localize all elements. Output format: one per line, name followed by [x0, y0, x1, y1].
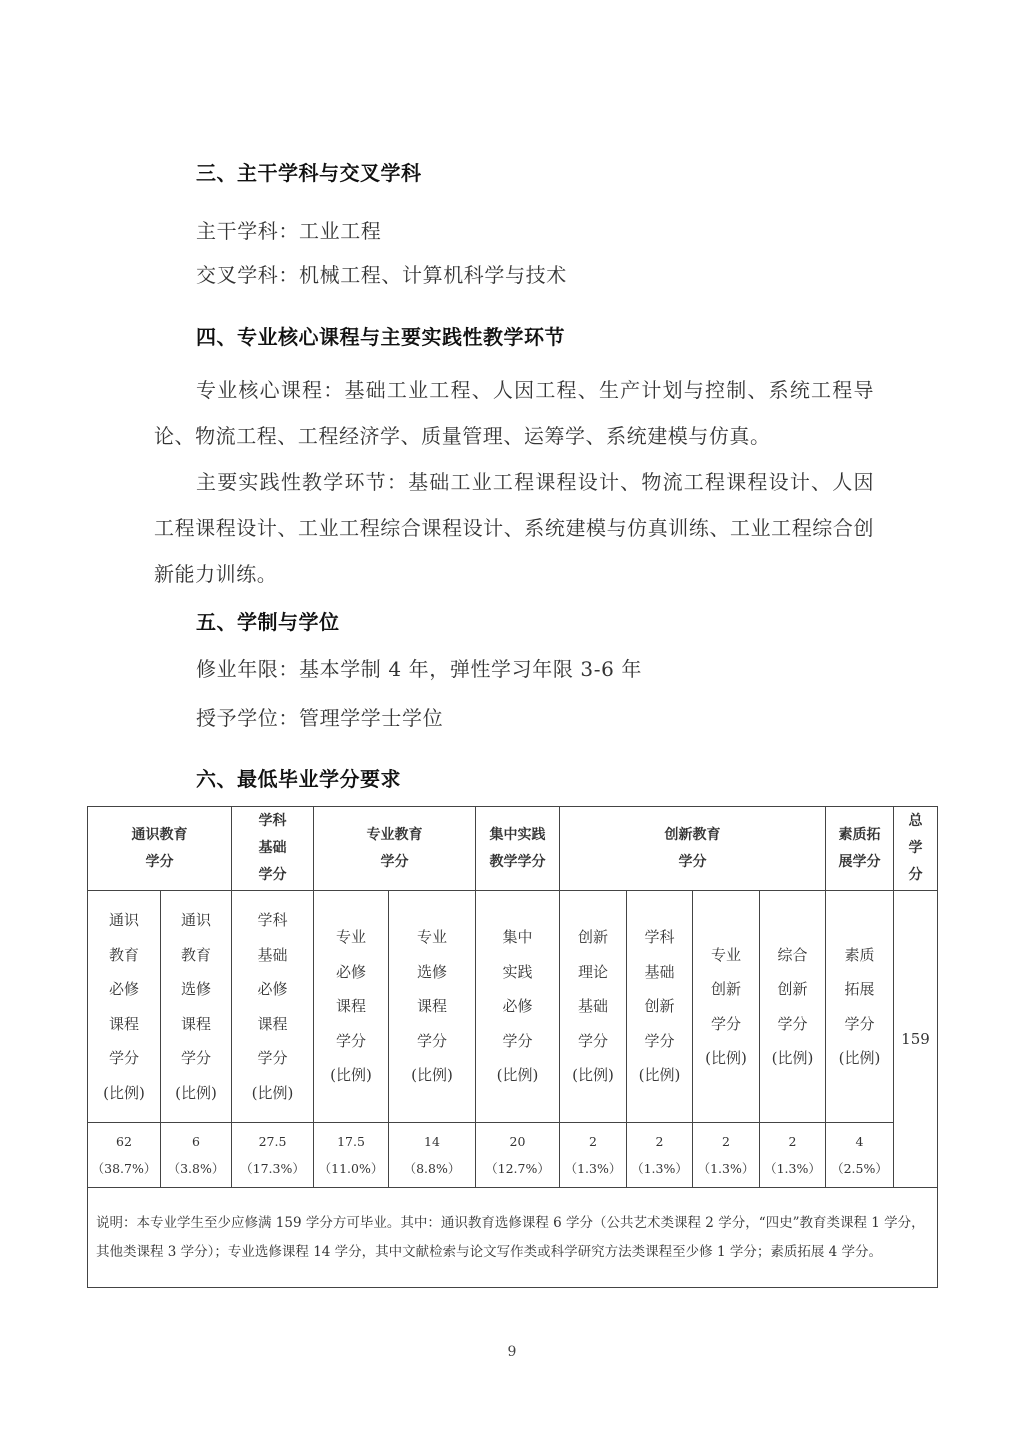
- subheader-line: 学分: [180, 1049, 211, 1067]
- subheader-line: 基础: [257, 945, 288, 964]
- credit-value-cell: [476, 1123, 560, 1188]
- subheader-line: 综合: [777, 945, 808, 964]
- group-header-row: [88, 807, 938, 891]
- cross-discipline: 交叉学科：机械工程、计算机科学与技术: [196, 263, 567, 287]
- subheader-cell: [88, 891, 161, 1123]
- subheader-line: 基础: [644, 962, 675, 981]
- subheader-line: (比例): [251, 1083, 294, 1102]
- subheader-line: 学分: [257, 1049, 288, 1067]
- total-credits-value: 159: [894, 891, 938, 1188]
- subheader-line: 学分: [416, 1031, 447, 1050]
- subheader-line: 理论: [577, 962, 608, 981]
- subheader-line: 创新: [577, 928, 608, 947]
- subheader-line: 拓展: [844, 980, 875, 998]
- credit-value-cell: [627, 1123, 693, 1188]
- group-total-credits: [894, 807, 938, 891]
- group-label-line: 专业教育: [366, 826, 423, 843]
- credit-value-cell: [161, 1123, 232, 1188]
- credit-amount: 2: [589, 1134, 597, 1149]
- credit-value-cell: [693, 1123, 760, 1188]
- subheader-line: 教育: [180, 945, 211, 964]
- credit-amount: 6: [192, 1134, 200, 1149]
- subheader-cell: [314, 891, 389, 1123]
- subheader-line: (比例): [572, 1066, 614, 1085]
- credit-value-cell: [760, 1123, 826, 1188]
- subheader-line: 专业: [335, 928, 366, 947]
- credit-ratio: （17.3%）: [240, 1161, 305, 1176]
- subheader-line: 选修: [416, 962, 447, 981]
- values-row: [88, 1123, 938, 1188]
- credit-ratio: （38.7%）: [91, 1161, 157, 1176]
- credit-amount: 4: [855, 1134, 864, 1149]
- subheader-line: 学科: [644, 928, 675, 947]
- group-label-line: 学分: [258, 867, 287, 883]
- credit-amount: 20: [509, 1134, 526, 1149]
- core-courses: 专业核心课程：基础工业工程、人因工程、生产计划与控制、系统工程导论、物流工程、工程经济学、质量管理、运筹学、系统建模与仿真。: [154, 378, 874, 448]
- practice-links: 主要实践性教学环节：基础工业工程课程设计、物流工程课程设计、人因工程课程设计、工业工程综合课程设计、系统建模与仿真训练、工业工程综合创新能力训练。: [154, 470, 874, 586]
- subheader-line: 必修: [502, 997, 533, 1016]
- credit-amount: 2: [788, 1134, 797, 1149]
- section4-heading: 四、专业核心课程与主要实践性教学环节: [196, 325, 565, 349]
- group-label-line: 学科: [258, 813, 287, 829]
- subheader-line: 通识: [180, 911, 211, 929]
- group-innovation-education: [560, 807, 826, 891]
- subheader-cell: [232, 891, 314, 1123]
- subheader-cell: [560, 891, 627, 1123]
- group-label-line: 素质拓: [838, 826, 881, 843]
- group-label-line: 学: [908, 840, 923, 856]
- subheader-line: 课程: [257, 1014, 288, 1033]
- credit-amount: 27.5: [258, 1134, 287, 1149]
- subheader-line: (比例): [411, 1066, 453, 1085]
- subheader-line: 基础: [577, 997, 608, 1016]
- credit-amount: 17.5: [337, 1134, 365, 1149]
- group-label-line: 教学学分: [489, 853, 546, 870]
- subheader-line: 专业: [710, 945, 741, 964]
- study-duration: 修业年限：基本学制 4 年，弹性学习年限 3-6 年: [196, 657, 642, 681]
- subheader-line: 学分: [644, 1031, 675, 1050]
- credit-ratio: （1.3%）: [631, 1161, 688, 1176]
- subheader-line: 学分: [710, 1014, 741, 1033]
- subheader-row: [88, 891, 938, 1123]
- subheader-line: 必修: [108, 980, 139, 998]
- credit-value-cell: [560, 1123, 627, 1188]
- section5-heading: 五、学制与学位: [196, 610, 340, 634]
- subheader-line: (比例): [175, 1083, 217, 1102]
- group-label-line: 集中实践: [489, 826, 546, 843]
- credit-amount: 62: [116, 1134, 132, 1149]
- subheader-line: 专业: [416, 928, 447, 947]
- subheader-line: 学分: [577, 1031, 608, 1050]
- credit-ratio: （12.7%）: [485, 1161, 550, 1176]
- section6-heading: 六、最低毕业学分要求: [196, 767, 401, 791]
- credit-ratio: （1.3%）: [764, 1161, 821, 1176]
- group-label-line: 通识教育: [131, 826, 188, 843]
- subheader-line: (比例): [838, 1049, 881, 1067]
- subheader-line: 课程: [180, 1014, 211, 1033]
- credit-ratio: （2.5%）: [831, 1161, 888, 1176]
- group-professional-education: [314, 807, 476, 891]
- subheader-line: 学分: [777, 1014, 808, 1033]
- subheader-line: 选修: [180, 980, 211, 998]
- subheader-line: 素质: [844, 945, 875, 964]
- subheader-line: 创新: [710, 980, 741, 998]
- subheader-cell: [161, 891, 232, 1123]
- subheader-line: 创新: [777, 980, 808, 998]
- subheader-line: 学分: [335, 1031, 366, 1050]
- group-label-line: 学分: [145, 853, 174, 870]
- subheader-line: 必修: [257, 980, 288, 998]
- subheader-line: 学分: [502, 1031, 533, 1050]
- subheader-line: (比例): [705, 1049, 747, 1067]
- subheader-line: (比例): [496, 1066, 539, 1085]
- subheader-line: 集中: [502, 928, 533, 947]
- subheader-line: 创新: [644, 997, 675, 1016]
- group-label-line: 分: [908, 867, 923, 883]
- subheader-line: 通识: [108, 911, 139, 929]
- subheader-line: 实践: [502, 962, 533, 981]
- credit-value-cell: [389, 1123, 476, 1188]
- main-discipline: 主干学科：工业工程: [196, 219, 382, 243]
- note-row: [88, 1188, 938, 1288]
- credit-requirements-table: [87, 806, 938, 1288]
- table-note: 说明：本专业学生至少应修满 159 学分方可毕业。其中：通识教育选修课程 6 学分（公共艺术类课程 2 学分，“四史”教育类课程 1 学分，其他类课程 3 学分）；专业选修课程 14 学分，其中文献检索与论文写作类或科学研究方法类课程至少修 1 学分；素质拓展 4 学分。: [88, 1188, 938, 1288]
- subheader-line: 必修: [335, 962, 366, 981]
- group-quality-expansion: [826, 807, 894, 891]
- subheader-line: 学科: [257, 911, 288, 929]
- subheader-cell: [693, 891, 760, 1123]
- credit-ratio: （8.8%）: [403, 1161, 461, 1176]
- group-label-line: 学分: [380, 853, 409, 870]
- credit-ratio: （1.3%）: [697, 1161, 755, 1176]
- credit-ratio: （11.0%）: [318, 1161, 384, 1176]
- subheader-cell: [389, 891, 476, 1123]
- subheader-line: 教育: [108, 945, 139, 964]
- credit-value-cell: [314, 1123, 389, 1188]
- subheader-line: (比例): [103, 1083, 145, 1102]
- subheader-cell: [826, 891, 894, 1123]
- degree-awarded: 授予学位：管理学学士学位: [196, 706, 444, 730]
- page-number: 9: [507, 1344, 517, 1360]
- group-label-line: 基础: [258, 840, 287, 856]
- subheader-line: 学分: [844, 1014, 875, 1033]
- credit-ratio: （1.3%）: [564, 1161, 622, 1176]
- credit-amount: 14: [424, 1134, 440, 1149]
- group-label-line: 总: [908, 813, 923, 829]
- group-label-line: 创新教育: [664, 826, 721, 843]
- subheader-line: 学分: [108, 1049, 139, 1067]
- credit-value-cell: [232, 1123, 314, 1188]
- section3-heading: 三、主干学科与交叉学科: [196, 161, 422, 185]
- subheader-line: 课程: [335, 997, 366, 1016]
- credit-ratio: （3.8%）: [167, 1161, 225, 1176]
- subheader-cell: [476, 891, 560, 1123]
- credit-amount: 2: [722, 1134, 730, 1149]
- group-intensive-practice: [476, 807, 560, 891]
- subheader-line: (比例): [638, 1066, 681, 1085]
- group-label-line: 学分: [678, 853, 707, 870]
- credit-value-cell: [88, 1123, 161, 1188]
- subheader-line: (比例): [771, 1049, 814, 1067]
- group-general-education: [88, 807, 232, 891]
- subheader-line: (比例): [330, 1066, 372, 1085]
- subheader-line: 课程: [108, 1014, 139, 1033]
- group-label-line: 展学分: [838, 853, 881, 870]
- subheader-cell: [627, 891, 693, 1123]
- credit-amount: 2: [655, 1134, 664, 1149]
- group-discipline-foundation: [232, 807, 314, 891]
- subheader-line: 课程: [416, 997, 447, 1016]
- credit-value-cell: [826, 1123, 894, 1188]
- subheader-cell: [760, 891, 826, 1123]
